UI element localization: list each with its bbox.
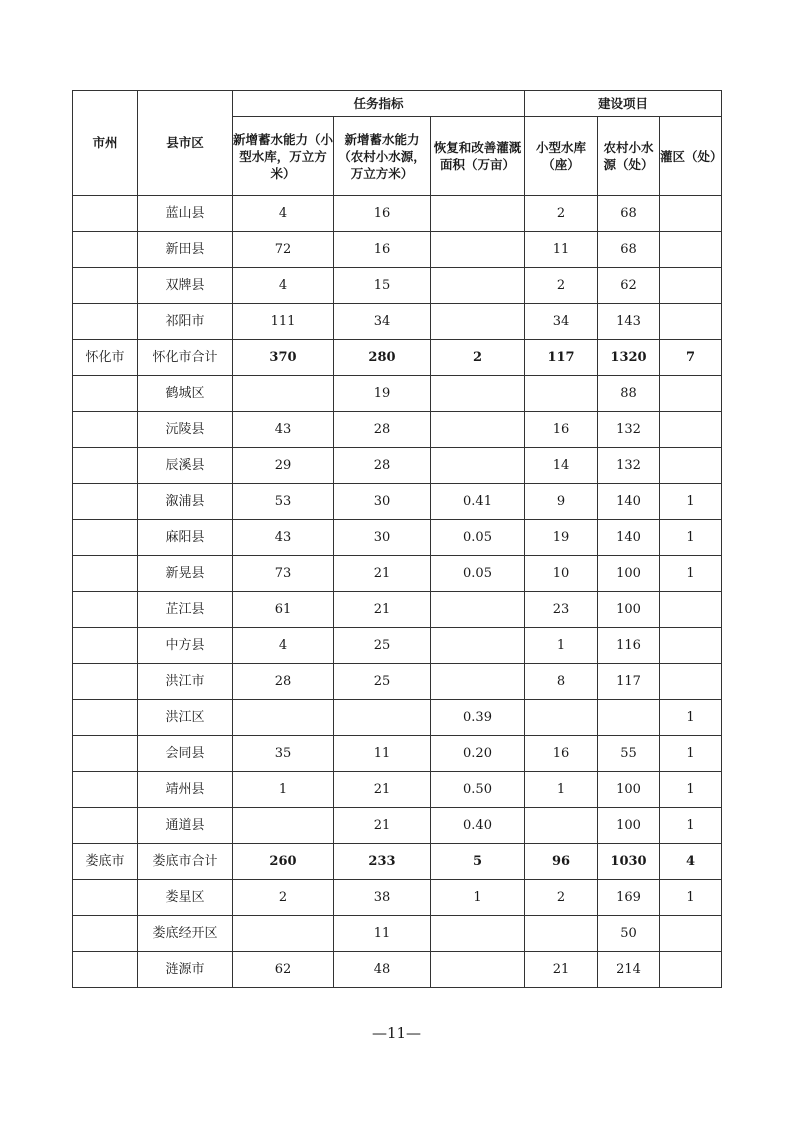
county-cell: 辰溪县 bbox=[138, 448, 233, 484]
project-1-cell: 1 bbox=[525, 628, 598, 664]
project-3-cell: 1 bbox=[660, 520, 722, 556]
project-2-cell: 1320 bbox=[598, 340, 660, 376]
project-2-cell: 214 bbox=[598, 952, 660, 988]
city-cell bbox=[73, 196, 138, 232]
project-1-cell: 1 bbox=[525, 772, 598, 808]
task-3-cell bbox=[431, 448, 525, 484]
project-2-cell: 132 bbox=[598, 412, 660, 448]
city-cell bbox=[73, 628, 138, 664]
project-1-cell bbox=[525, 700, 598, 736]
project-1-cell: 2 bbox=[525, 196, 598, 232]
task-3-cell bbox=[431, 376, 525, 412]
table-row bbox=[73, 340, 722, 376]
task-2-cell: 280 bbox=[334, 340, 431, 376]
project-3-cell: 1 bbox=[660, 736, 722, 772]
table-row bbox=[73, 916, 722, 952]
project-2-cell: 132 bbox=[598, 448, 660, 484]
project-2-cell: 62 bbox=[598, 268, 660, 304]
project-2-cell: 100 bbox=[598, 808, 660, 844]
task-1-cell: 43 bbox=[233, 412, 334, 448]
task-2-cell: 15 bbox=[334, 268, 431, 304]
county-cell: 中方县 bbox=[138, 628, 233, 664]
task-1-cell: 370 bbox=[233, 340, 334, 376]
task-3-cell bbox=[431, 916, 525, 952]
task-3-cell: 0.40 bbox=[431, 808, 525, 844]
task-3-cell bbox=[431, 628, 525, 664]
project-1-cell: 8 bbox=[525, 664, 598, 700]
task-2-cell: 11 bbox=[334, 736, 431, 772]
project-3-cell: 1 bbox=[660, 808, 722, 844]
county-cell: 涟源市 bbox=[138, 952, 233, 988]
project-2-cell: 55 bbox=[598, 736, 660, 772]
project-1-cell: 14 bbox=[525, 448, 598, 484]
project-2-cell: 88 bbox=[598, 376, 660, 412]
project-2-cell: 100 bbox=[598, 592, 660, 628]
project-1-cell: 16 bbox=[525, 412, 598, 448]
project-2-cell: 1030 bbox=[598, 844, 660, 880]
task-1-cell: 72 bbox=[233, 232, 334, 268]
task-3-cell bbox=[431, 664, 525, 700]
task-2-cell: 21 bbox=[334, 592, 431, 628]
county-cell: 麻阳县 bbox=[138, 520, 233, 556]
table-row bbox=[73, 592, 722, 628]
task-2-cell: 233 bbox=[334, 844, 431, 880]
task-2-cell: 21 bbox=[334, 808, 431, 844]
table-row bbox=[73, 412, 722, 448]
city-cell bbox=[73, 772, 138, 808]
table-row bbox=[73, 268, 722, 304]
county-cell: 新晃县 bbox=[138, 556, 233, 592]
task-1-cell: 28 bbox=[233, 664, 334, 700]
task-3-cell: 0.05 bbox=[431, 556, 525, 592]
project-1-cell: 117 bbox=[525, 340, 598, 376]
task-2-cell: 25 bbox=[334, 628, 431, 664]
task-2-cell: 30 bbox=[334, 520, 431, 556]
city-cell bbox=[73, 520, 138, 556]
task-1-cell: 4 bbox=[233, 268, 334, 304]
project-3-cell bbox=[660, 592, 722, 628]
table-row bbox=[73, 736, 722, 772]
task-3-cell bbox=[431, 304, 525, 340]
county-cell: 洪江区 bbox=[138, 700, 233, 736]
task-2-cell: 28 bbox=[334, 412, 431, 448]
table-row bbox=[73, 808, 722, 844]
project-3-cell: 1 bbox=[660, 700, 722, 736]
task-3-cell: 0.39 bbox=[431, 700, 525, 736]
project-3-cell: 1 bbox=[660, 880, 722, 916]
table-row bbox=[73, 844, 722, 880]
task-2-cell: 16 bbox=[334, 196, 431, 232]
project-1-cell: 34 bbox=[525, 304, 598, 340]
project-3-cell: 7 bbox=[660, 340, 722, 376]
county-cell: 会同县 bbox=[138, 736, 233, 772]
task-3-cell: 2 bbox=[431, 340, 525, 376]
task-1-cell: 35 bbox=[233, 736, 334, 772]
project-3-cell bbox=[660, 304, 722, 340]
task-1-cell: 2 bbox=[233, 880, 334, 916]
project-3-cell bbox=[660, 232, 722, 268]
county-cell: 芷江县 bbox=[138, 592, 233, 628]
header-project-col-2: 农村小水源（处） bbox=[598, 117, 660, 196]
data-table bbox=[72, 90, 722, 988]
project-2-cell: 117 bbox=[598, 664, 660, 700]
header-task-col-3: 恢复和改善灌溉面积（万亩） bbox=[431, 117, 525, 196]
task-2-cell: 21 bbox=[334, 556, 431, 592]
task-2-cell: 30 bbox=[334, 484, 431, 520]
task-3-cell bbox=[431, 196, 525, 232]
city-cell bbox=[73, 376, 138, 412]
project-2-cell: 50 bbox=[598, 916, 660, 952]
project-2-cell: 140 bbox=[598, 484, 660, 520]
task-2-cell: 38 bbox=[334, 880, 431, 916]
project-1-cell: 2 bbox=[525, 880, 598, 916]
city-cell bbox=[73, 232, 138, 268]
task-1-cell: 260 bbox=[233, 844, 334, 880]
task-2-cell: 11 bbox=[334, 916, 431, 952]
county-cell: 双牌县 bbox=[138, 268, 233, 304]
city-cell bbox=[73, 916, 138, 952]
header-row-1 bbox=[73, 91, 722, 117]
task-1-cell: 73 bbox=[233, 556, 334, 592]
project-2-cell bbox=[598, 700, 660, 736]
task-3-cell: 0.41 bbox=[431, 484, 525, 520]
task-3-cell bbox=[431, 268, 525, 304]
city-cell bbox=[73, 304, 138, 340]
project-3-cell: 1 bbox=[660, 772, 722, 808]
project-3-cell bbox=[660, 952, 722, 988]
project-2-cell: 143 bbox=[598, 304, 660, 340]
project-1-cell: 10 bbox=[525, 556, 598, 592]
task-1-cell: 53 bbox=[233, 484, 334, 520]
header-task-col-1: 新增蓄水能力（小型水库，万立方米） bbox=[233, 117, 334, 196]
table-row bbox=[73, 880, 722, 916]
city-cell: 怀化市 bbox=[73, 340, 138, 376]
county-cell: 洪江市 bbox=[138, 664, 233, 700]
task-1-cell: 29 bbox=[233, 448, 334, 484]
task-2-cell: 48 bbox=[334, 952, 431, 988]
page-number: —11— bbox=[371, 1024, 422, 1042]
project-3-cell bbox=[660, 448, 722, 484]
task-2-cell: 28 bbox=[334, 448, 431, 484]
table-row bbox=[73, 484, 722, 520]
project-3-cell bbox=[660, 376, 722, 412]
project-2-cell: 68 bbox=[598, 232, 660, 268]
project-1-cell: 11 bbox=[525, 232, 598, 268]
task-1-cell: 4 bbox=[233, 628, 334, 664]
table-row bbox=[73, 628, 722, 664]
project-1-cell bbox=[525, 916, 598, 952]
county-cell: 溆浦县 bbox=[138, 484, 233, 520]
project-2-cell: 100 bbox=[598, 556, 660, 592]
project-1-cell bbox=[525, 808, 598, 844]
table-row bbox=[73, 232, 722, 268]
city-cell bbox=[73, 268, 138, 304]
task-1-cell: 4 bbox=[233, 196, 334, 232]
task-2-cell: 21 bbox=[334, 772, 431, 808]
table-row bbox=[73, 304, 722, 340]
city-cell bbox=[73, 700, 138, 736]
task-1-cell: 43 bbox=[233, 520, 334, 556]
project-3-cell bbox=[660, 268, 722, 304]
header-group-tasks: 任务指标 bbox=[233, 91, 525, 117]
project-1-cell: 23 bbox=[525, 592, 598, 628]
county-cell: 娄星区 bbox=[138, 880, 233, 916]
city-cell bbox=[73, 664, 138, 700]
task-3-cell: 1 bbox=[431, 880, 525, 916]
table-container bbox=[72, 90, 721, 988]
county-cell: 沅陵县 bbox=[138, 412, 233, 448]
table-row bbox=[73, 772, 722, 808]
table-row bbox=[73, 448, 722, 484]
project-3-cell: 1 bbox=[660, 556, 722, 592]
county-cell: 通道县 bbox=[138, 808, 233, 844]
task-1-cell bbox=[233, 376, 334, 412]
task-1-cell: 1 bbox=[233, 772, 334, 808]
city-cell bbox=[73, 592, 138, 628]
header-city: 市州 bbox=[73, 91, 138, 196]
table-row bbox=[73, 700, 722, 736]
task-2-cell bbox=[334, 700, 431, 736]
table-row bbox=[73, 376, 722, 412]
city-cell bbox=[73, 952, 138, 988]
task-3-cell: 5 bbox=[431, 844, 525, 880]
project-2-cell: 116 bbox=[598, 628, 660, 664]
city-cell bbox=[73, 448, 138, 484]
county-cell: 怀化市合计 bbox=[138, 340, 233, 376]
project-1-cell: 19 bbox=[525, 520, 598, 556]
project-1-cell: 96 bbox=[525, 844, 598, 880]
project-2-cell: 68 bbox=[598, 196, 660, 232]
county-cell: 靖州县 bbox=[138, 772, 233, 808]
header-task-col-2: 新增蓄水能力（农村小水源，万立方米） bbox=[334, 117, 431, 196]
project-2-cell: 100 bbox=[598, 772, 660, 808]
table-row bbox=[73, 520, 722, 556]
header-project-col-3: 灌区（处） bbox=[660, 117, 722, 196]
header-group-projects: 建设项目 bbox=[525, 91, 722, 117]
project-1-cell: 21 bbox=[525, 952, 598, 988]
task-1-cell bbox=[233, 916, 334, 952]
task-3-cell bbox=[431, 592, 525, 628]
project-3-cell bbox=[660, 412, 722, 448]
county-cell: 蓝山县 bbox=[138, 196, 233, 232]
county-cell: 新田县 bbox=[138, 232, 233, 268]
city-cell bbox=[73, 808, 138, 844]
task-3-cell bbox=[431, 232, 525, 268]
task-1-cell bbox=[233, 808, 334, 844]
city-cell bbox=[73, 556, 138, 592]
project-2-cell: 169 bbox=[598, 880, 660, 916]
task-2-cell: 16 bbox=[334, 232, 431, 268]
table-row bbox=[73, 952, 722, 988]
task-3-cell: 0.05 bbox=[431, 520, 525, 556]
table-row bbox=[73, 664, 722, 700]
project-3-cell bbox=[660, 664, 722, 700]
header-project-col-1: 小型水库（座） bbox=[525, 117, 598, 196]
task-1-cell bbox=[233, 700, 334, 736]
task-2-cell: 25 bbox=[334, 664, 431, 700]
county-cell: 祁阳市 bbox=[138, 304, 233, 340]
project-2-cell: 140 bbox=[598, 520, 660, 556]
county-cell: 娄底经开区 bbox=[138, 916, 233, 952]
county-cell: 娄底市合计 bbox=[138, 844, 233, 880]
project-1-cell: 2 bbox=[525, 268, 598, 304]
project-1-cell bbox=[525, 376, 598, 412]
project-3-cell bbox=[660, 196, 722, 232]
task-1-cell: 61 bbox=[233, 592, 334, 628]
project-1-cell: 16 bbox=[525, 736, 598, 772]
task-1-cell: 62 bbox=[233, 952, 334, 988]
table-row bbox=[73, 196, 722, 232]
city-cell bbox=[73, 484, 138, 520]
city-cell bbox=[73, 412, 138, 448]
project-3-cell bbox=[660, 628, 722, 664]
task-3-cell bbox=[431, 412, 525, 448]
table-row bbox=[73, 556, 722, 592]
table-body bbox=[73, 196, 722, 988]
city-cell bbox=[73, 736, 138, 772]
project-3-cell bbox=[660, 916, 722, 952]
project-1-cell: 9 bbox=[525, 484, 598, 520]
task-3-cell: 0.50 bbox=[431, 772, 525, 808]
city-cell: 娄底市 bbox=[73, 844, 138, 880]
task-2-cell: 19 bbox=[334, 376, 431, 412]
project-3-cell: 1 bbox=[660, 484, 722, 520]
task-1-cell: 111 bbox=[233, 304, 334, 340]
project-3-cell: 4 bbox=[660, 844, 722, 880]
city-cell bbox=[73, 880, 138, 916]
task-3-cell bbox=[431, 952, 525, 988]
header-county: 县市区 bbox=[138, 91, 233, 196]
task-3-cell: 0.20 bbox=[431, 736, 525, 772]
county-cell: 鹤城区 bbox=[138, 376, 233, 412]
task-2-cell: 34 bbox=[334, 304, 431, 340]
